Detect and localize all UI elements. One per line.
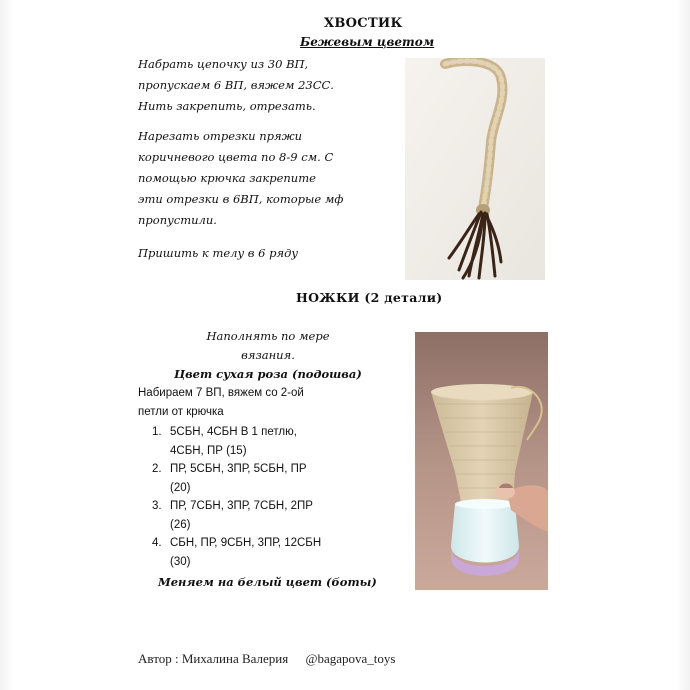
tail-title: ХВОСТИК [324,16,403,31]
step-number: 1. [152,426,162,438]
legs-intro-line: петли от крючка [138,406,224,418]
tail-sew-note: Пришить к телу в 6 ряду [138,246,299,260]
tail-subtitle: Бежевым цветом [300,35,435,49]
leg-photo [415,332,548,590]
instagram-handle[interactable]: @bagapova_toys [305,651,396,666]
leg-photo-image [415,332,548,590]
legs-intro [138,386,304,420]
tail-photo [405,58,545,280]
tail-photo-image [405,58,545,280]
legs-fill-note [198,329,338,363]
step-line: 4СБН, ПР (15) [170,444,247,457]
legs-steps-list [152,425,321,570]
tail-line: Набрать цепочку из 30 ВП, [138,57,309,71]
step-number: 2. [152,463,162,475]
step-line: 5СБН, 4СБН В 1 петлю, [170,426,297,438]
step-item [152,499,321,533]
legs-title: НОЖКИ (2 детали) [296,290,443,305]
step-line: (30) [170,555,191,568]
step-item [152,462,321,496]
step-line: (26) [170,518,191,531]
step-number: 4. [152,537,162,549]
tail-instructions-2 [138,129,343,228]
tail-line: Нить закрепить, отрезать. [138,99,316,113]
page-shadow-left [0,0,14,690]
tail-line: коричневого цвета по 8-9 см. С [138,150,334,164]
tail-line: пропускаем 6 ВП, вяжем 23СС. [138,78,334,92]
legs-fill-line: вязания. [241,348,295,362]
legs-intro-line: Набираем 7 ВП, вяжем со 2-ой [138,387,304,399]
step-line: СБН, ПР, 9СБН, 3ПР, 12СБН [170,537,322,549]
tail-line: пропустили. [138,213,217,227]
legs-change-note: Меняем на белый цвет (боты) [158,575,377,589]
step-line: ПР, 7СБН, 3ПР, 7СБН, 2ПР [170,500,313,512]
tail-line: Нарезать отрезки пряжи [138,129,303,143]
legs-color-note: Цвет сухая роза (подошва) [174,367,362,381]
tail-instructions-1 [138,57,334,114]
tail-line: эти отрезки в 6ВП, которые мф [138,192,344,206]
step-item [152,536,321,570]
step-item [152,425,321,459]
page-shadow-right [676,0,690,690]
step-line: (20) [170,481,191,494]
legs-fill-line: Наполнять по мере [206,329,330,343]
footer [138,651,409,667]
step-line: ПР, 5СБН, 3ПР, 5СБН, ПР [170,463,307,475]
step-number: 3. [152,500,162,512]
tail-line: помощью крючка закрепите [138,171,316,185]
author-name: Автор : Михалина Валерия [138,651,289,666]
